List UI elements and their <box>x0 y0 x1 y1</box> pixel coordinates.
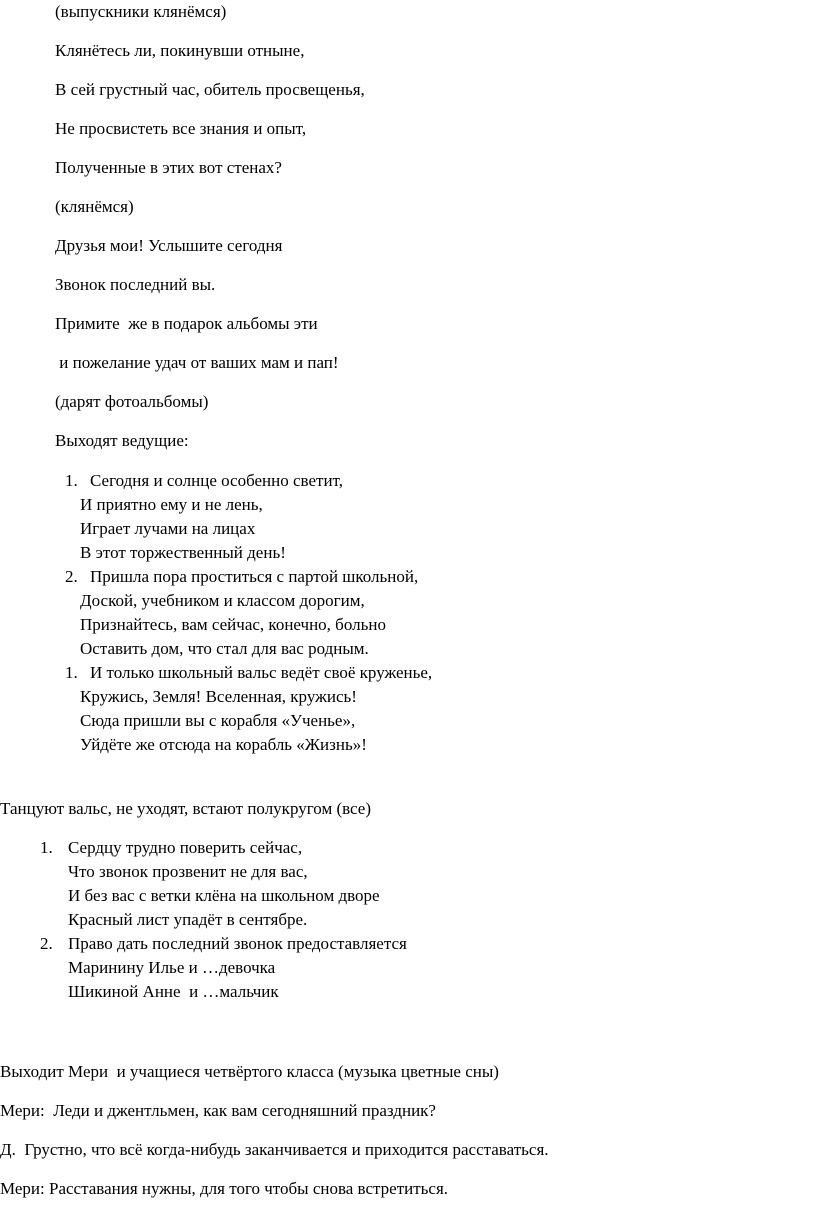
text-line: Не просвистеть все знания и опыт, <box>55 119 307 138</box>
list-item-line: Признайтесь, вам сейчас, конечно, больно <box>80 615 386 634</box>
text-line: Друзья мои! Услышите сегодня <box>55 236 283 255</box>
text-line: В сей грустный час, обитель просвещенья, <box>55 80 365 99</box>
list-item-line: Пришла пора проститься с партой школьной, <box>90 567 419 586</box>
dialogue-line: Мери: Расставания нужны, для того чтобы снова встретиться. <box>0 1179 449 1198</box>
list-item-line: Сюда пришли вы с корабля «Ученье», <box>80 711 356 730</box>
list-item-line: Уйдёте же отсюда на корабль «Жизнь»! <box>80 735 367 754</box>
list-item-line: В этот торжественный день! <box>80 543 286 562</box>
dialogue-line: Мери: Леди и джентльмен, как вам сегодняшний праздник? <box>0 1101 436 1120</box>
list-item-line: Сердцу трудно поверить сейчас, <box>68 838 303 857</box>
stage-direction: Выходит Мери и учащиеся четвёртого класса (музыка цветные сны) <box>0 1062 499 1081</box>
text-line: и пожелание удач от ваших мам и пап! <box>55 353 339 372</box>
list-item-line: Маринину Илье и …девочка <box>68 958 276 977</box>
text-line: Клянётесь ли, покинувши отныне, <box>55 41 305 60</box>
list-number: 1. <box>40 838 53 857</box>
list-number: 2. <box>40 934 53 953</box>
list-number: 2. <box>65 567 78 586</box>
text-line: Примите же в подарок альбомы эти <box>55 314 318 333</box>
list-item-line: Доской, учебником и классом дорогим, <box>80 591 365 610</box>
text-line: Полученные в этих вот стенах? <box>55 158 282 177</box>
stage-direction: (дарят фотоальбомы) <box>55 392 209 411</box>
list-item-line: Сегодня и солнце особенно светит, <box>90 471 343 490</box>
list-item-line: И без вас с ветки клёна на школьном дворе <box>68 886 380 905</box>
list-number: 1. <box>65 663 78 682</box>
list-item-line: Кружись, Земля! Вселенная, кружись! <box>80 687 357 706</box>
list-item-line: Красный лист упадёт в сентябре. <box>68 910 308 929</box>
list-item-line: Право дать последний звонок предоставляется <box>68 934 407 953</box>
list-item-line: И приятно ему и не лень, <box>80 495 263 514</box>
list-item-line: Играет лучами на лицах <box>80 519 256 538</box>
list-number: 1. <box>65 471 78 490</box>
stage-direction: (выпускники клянёмся) <box>55 2 227 21</box>
list-item-line: И только школьный вальс ведёт своё круженье, <box>90 663 433 682</box>
list-item-line: Что звонок прозвенит не для вас, <box>68 862 308 881</box>
list-item-line: Шикиной Анне и …мальчик <box>68 982 279 1001</box>
text-line: Звонок последний вы. <box>55 275 216 294</box>
stage-direction: Танцуют вальс, не уходят, встают полукругом (все) <box>0 799 371 818</box>
list-item-line: Оставить дом, что стал для вас родным. <box>80 639 369 658</box>
dialogue-line: Д. Грустно, что всё когда-нибудь заканчивается и приходится расставаться. <box>0 1140 549 1159</box>
text-line: Выходят ведущие: <box>55 431 189 450</box>
stage-direction: (клянёмся) <box>55 197 134 216</box>
